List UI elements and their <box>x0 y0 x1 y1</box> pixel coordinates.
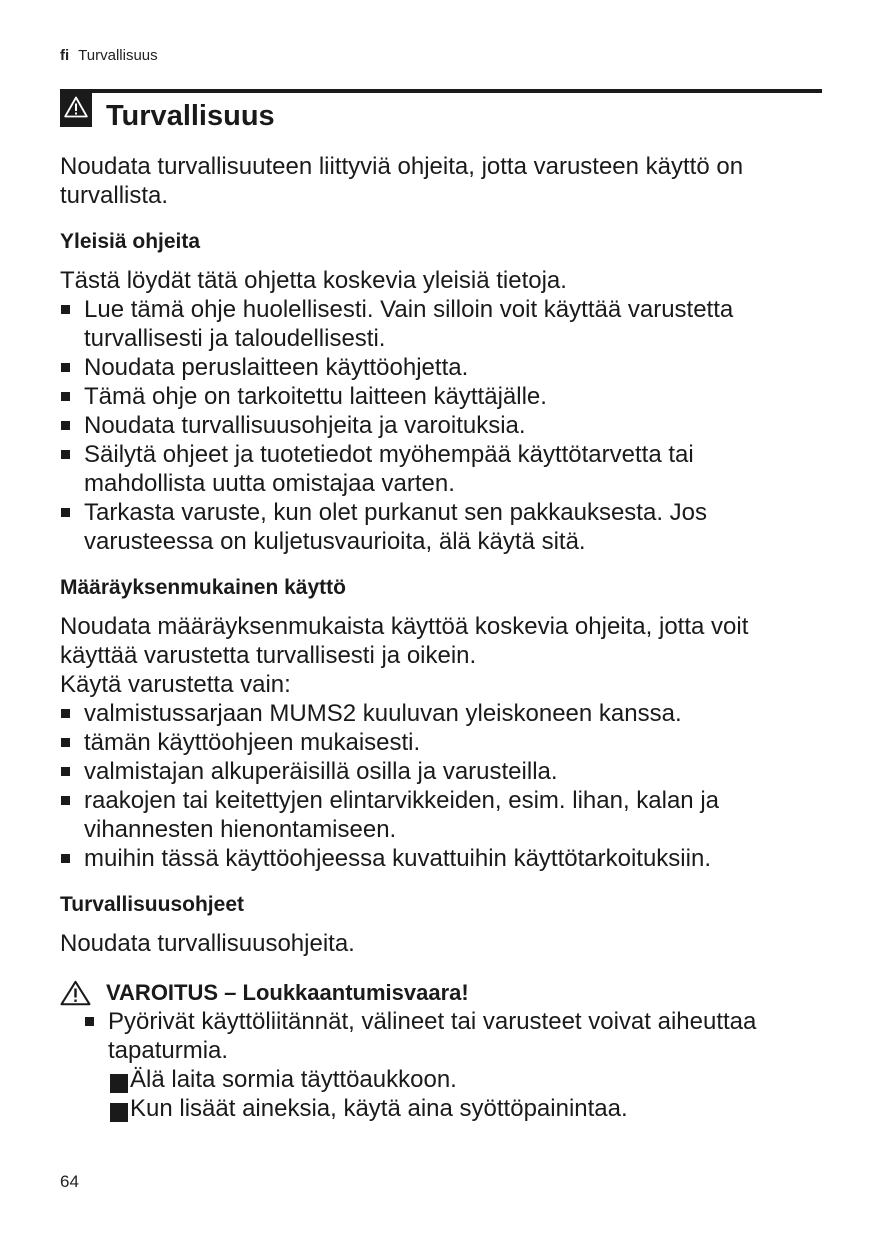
intended-use-list <box>60 699 820 873</box>
list-item: Noudata peruslaitteen käyttöohjetta. <box>60 353 820 382</box>
warning-item-text: Pyörivät käyttöliitännät, välineet tai varusteet voivat aiheuttaa tapaturmia. <box>108 1008 757 1064</box>
intro-text: Noudata turvallisuuteen liittyviä ohjeita, jotta varusteen käyttö on turvallista. <box>60 153 744 209</box>
action-item: Älä laita sormia täyttöaukkoon. <box>108 1065 820 1094</box>
main-content <box>60 152 820 1123</box>
warning-title: VAROITUS – Loukkaantumisvaara! <box>106 980 469 1005</box>
warning-block <box>60 978 820 1123</box>
list-item: valmistussarjaan MUMS2 kuuluvan yleiskoneen kanssa. <box>60 699 820 728</box>
language-code: fi <box>60 47 70 64</box>
intended-use-intro2: Käytä varustetta vain: <box>60 671 291 698</box>
warning-header <box>60 978 820 1007</box>
action-item: Kun lisäät aineksia, käytä aina syöttöpainintaa. <box>108 1094 820 1123</box>
page-title: Turvallisuus <box>106 100 275 132</box>
general-intro: Tästä löydät tätä ohjetta koskevia yleisiä tietoja. <box>60 267 567 294</box>
warning-icon <box>60 980 91 1006</box>
list-item <box>84 1007 820 1123</box>
general-list <box>60 295 820 556</box>
list-item: Tarkasta varuste, kun olet purkanut sen pakkauksesta. Jos varusteessa on kuljetusvaurioita, älä käytä sitä. <box>60 498 820 556</box>
page-number: 64 <box>60 1172 79 1191</box>
list-item: Noudata turvallisuusohjeita ja varoituksia. <box>60 411 820 440</box>
safety-intro: Noudata turvallisuusohjeita. <box>60 930 355 957</box>
list-item: valmistajan alkuperäisillä osilla ja varusteilla. <box>60 757 820 786</box>
list-item: raakojen tai keitettyjen elintarvikkeiden, esim. lihan, kalan ja vihannesten hienontamiseen. <box>60 786 820 844</box>
title-rule <box>60 89 822 93</box>
intended-use-intro: Noudata määräyksenmukaista käyttöä koskevia ohjeita, jotta voit käyttää varustetta turvallisesti ja oikein. <box>60 613 749 669</box>
warning-list <box>84 1007 820 1123</box>
warning-triangle-icon <box>60 91 92 127</box>
safety-heading: Turvallisuusohjeet <box>60 893 244 916</box>
list-item: Tämä ohje on tarkoitettu laitteen käyttäjälle. <box>60 382 820 411</box>
general-heading: Yleisiä ohjeita <box>60 230 201 253</box>
list-item: muihin tässä käyttöohjeessa kuvattuihin käyttötarkoituksiin. <box>60 844 820 873</box>
running-header-section: Turvallisuus <box>78 47 158 64</box>
intended-use-heading: Määräyksenmukainen käyttö <box>60 576 346 599</box>
running-header <box>60 47 158 64</box>
list-item: tämän käyttöohjeen mukaisesti. <box>60 728 820 757</box>
list-item: Lue tämä ohje huolellisesti. Vain silloin voit käyttää varustetta turvallisesti ja taloudellisesti. <box>60 295 820 353</box>
action-list <box>108 1065 820 1123</box>
list-item: Säilytä ohjeet ja tuotetiedot myöhempää käyttötarvetta tai mahdollista uutta omistajaa varten. <box>60 440 820 498</box>
